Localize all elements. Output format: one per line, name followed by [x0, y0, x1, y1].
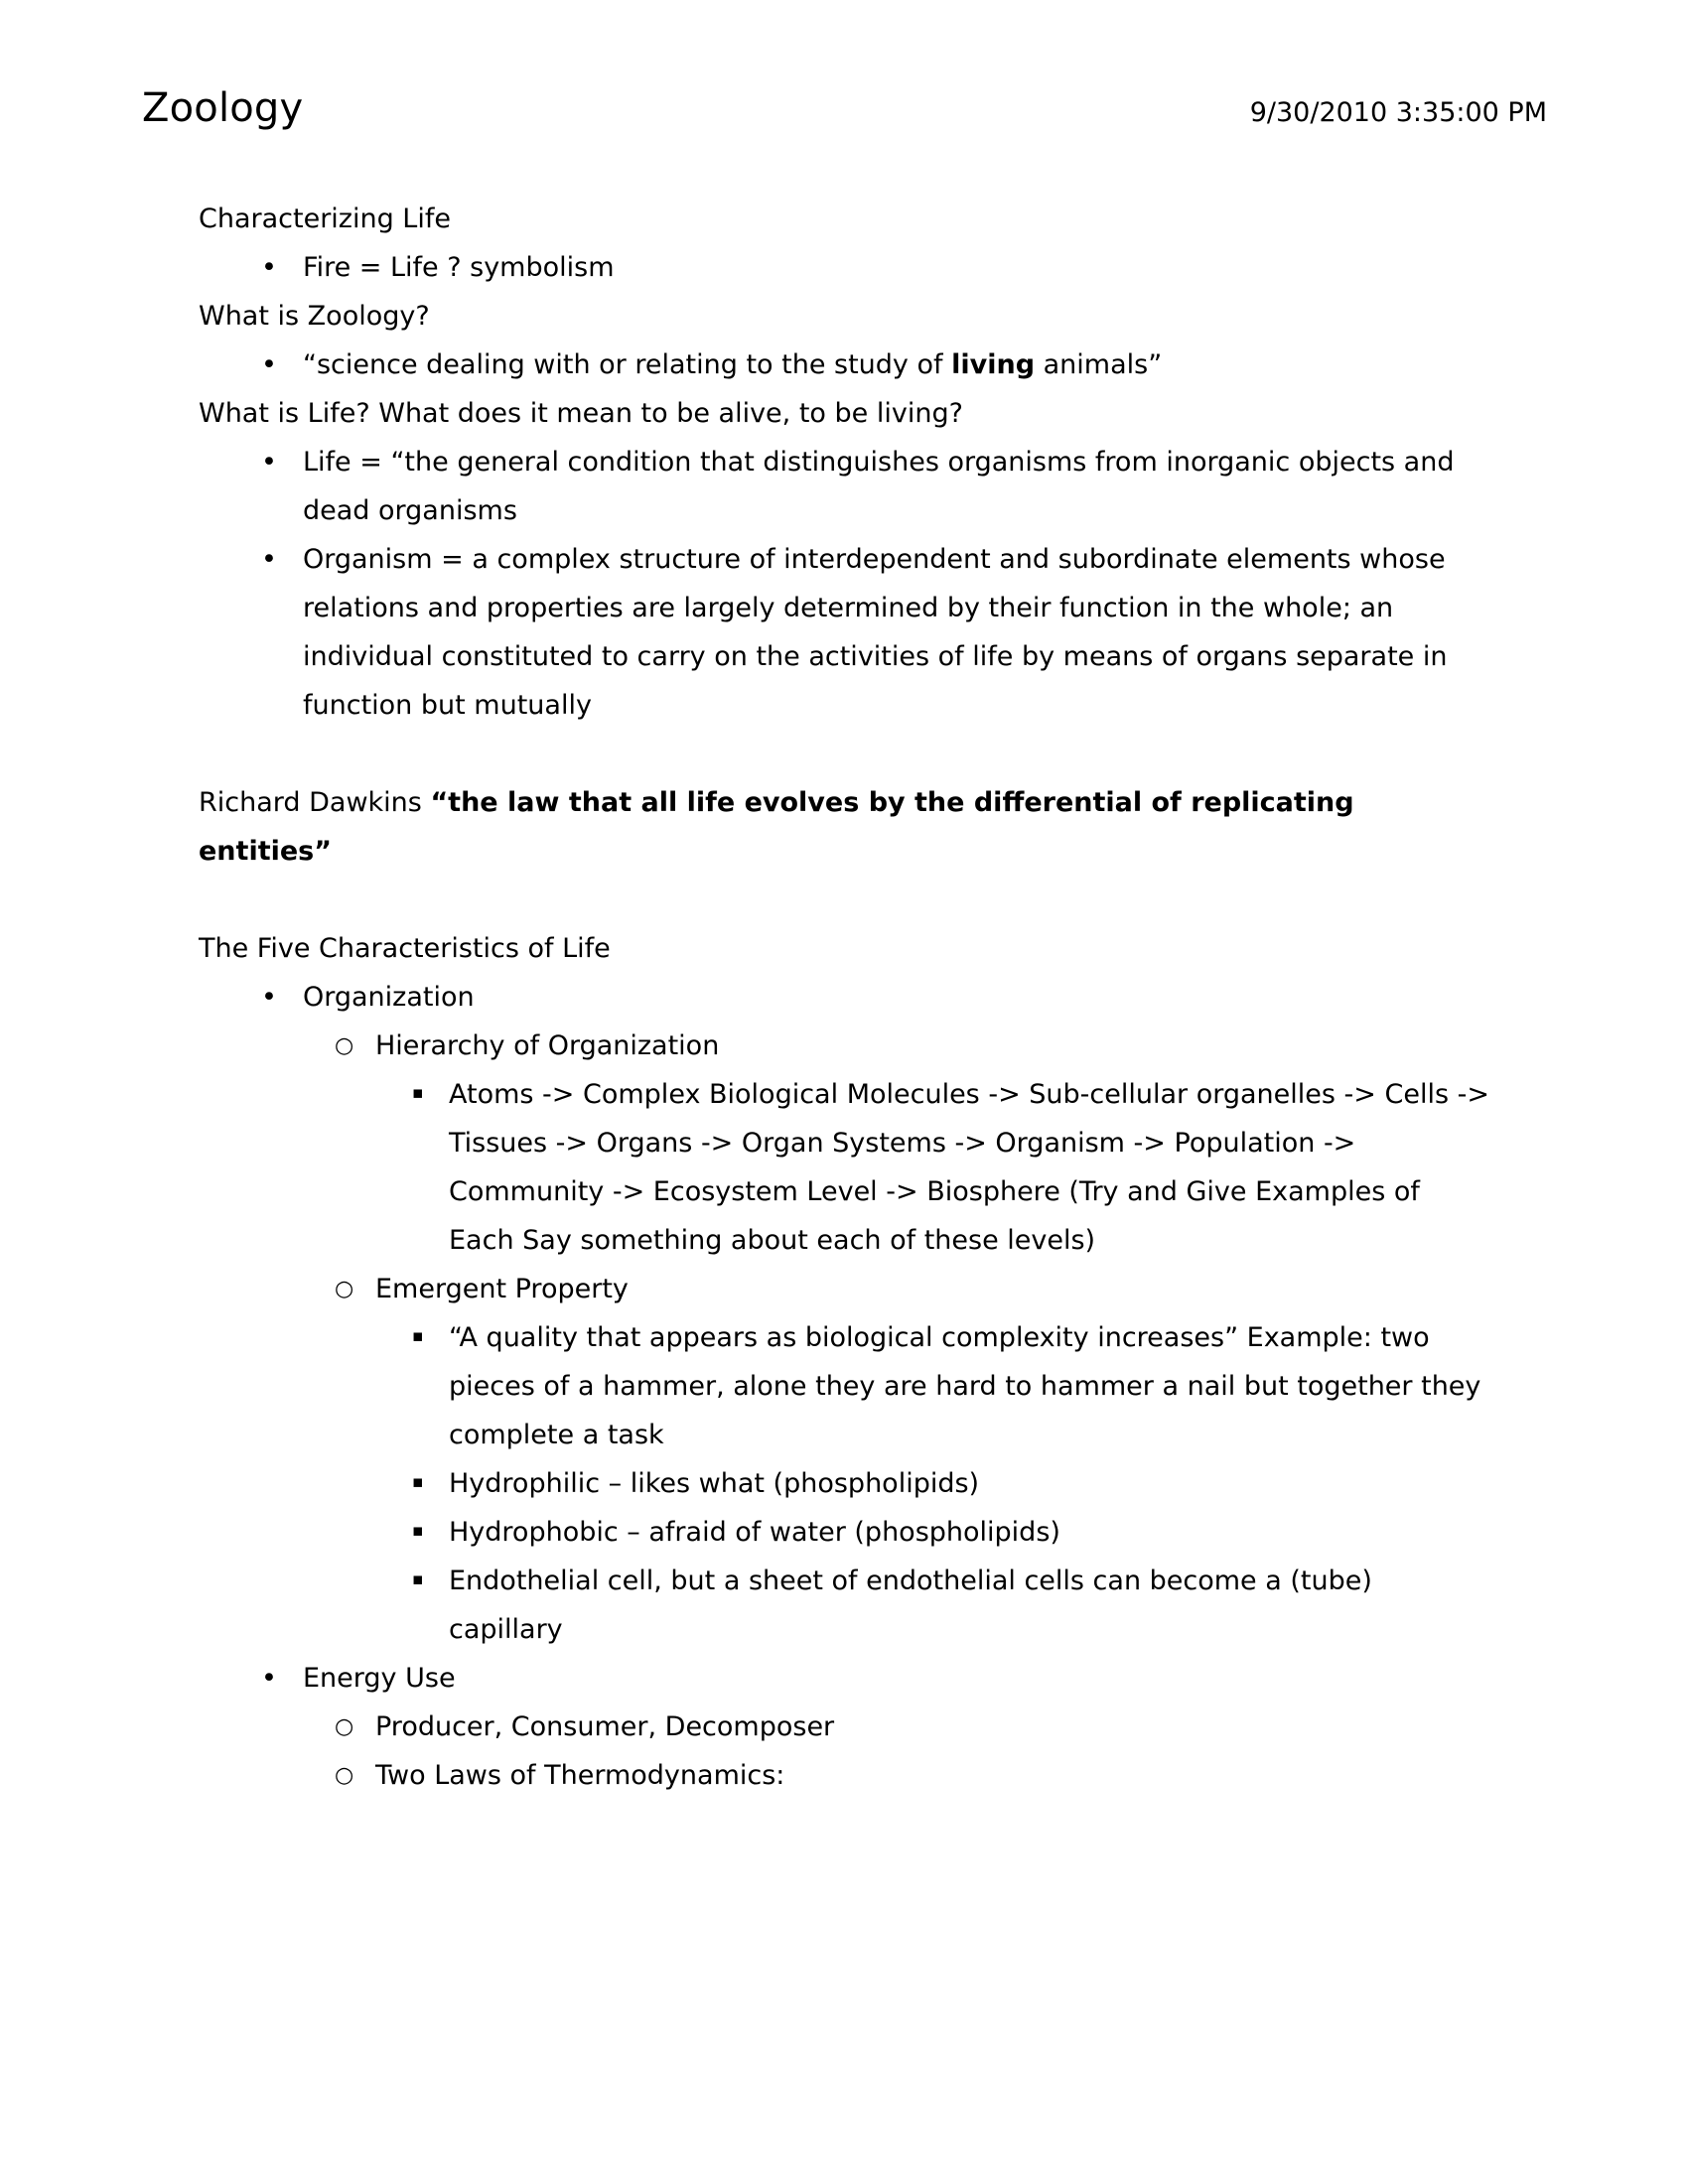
- square-bullet-icon: ▪: [412, 1570, 424, 1589]
- list-item-organization: [199, 973, 1489, 1022]
- disc-bullet-icon: •: [261, 447, 277, 478]
- paragraph-spacer: [199, 876, 1489, 924]
- circle-bullet-icon: ○: [335, 1033, 354, 1058]
- list-item-emergent-property: [199, 1265, 1489, 1313]
- disc-bullet-icon: •: [261, 349, 277, 380]
- quote-text-pre: “science dealing with or relating to the study of: [303, 349, 952, 380]
- list-item-label: Life = “the general condition that distinguishes organisms from inorganic objects and dead organisms: [303, 447, 1455, 526]
- list-item-label: Organization: [303, 982, 475, 1013]
- list-item: [199, 1557, 1489, 1654]
- heading-what-is-life: What is Life? What does it mean to be alive, to be living?: [199, 398, 963, 429]
- square-bullet-icon: ▪: [412, 1521, 424, 1541]
- square-bullet-icon: ▪: [412, 1326, 424, 1346]
- circle-bullet-icon: ○: [335, 1277, 354, 1301]
- quote-text-emphasis: living: [951, 349, 1036, 380]
- list-item: [199, 1508, 1489, 1557]
- list-item-label: “A quality that appears as biological complexity increases” Example: two pieces of a hammer, alone they are hard to hammer a nail but together they complete a task: [449, 1322, 1481, 1450]
- document-header: [142, 85, 1547, 131]
- list-item-two-laws-of-thermodynamics: [199, 1751, 1489, 1800]
- list-item-label: Fire = Life ? symbolism: [303, 252, 615, 283]
- list-item-label: Hydrophobic – afraid of water (phospholipids): [449, 1517, 1060, 1548]
- circle-bullet-icon: ○: [335, 1763, 354, 1788]
- list-item: [199, 1459, 1489, 1508]
- list-item-label: Producer, Consumer, Decomposer: [375, 1711, 835, 1742]
- list-item: [199, 1313, 1489, 1459]
- list-item: [199, 243, 1489, 292]
- disc-bullet-icon: •: [261, 1663, 277, 1694]
- square-bullet-icon: ▪: [412, 1472, 424, 1492]
- list-item-hierarchy-of-organization: [199, 1022, 1489, 1070]
- list-item-label: Atoms -> Complex Biological Molecules -> Sub-cellular organelles -> Cells -> Tissues -> Organs -> Organ Systems -> Organism -> Population -> Community -> Ecosystem Level -> Biosphere (Try and Give Examples of Each Say something about each of these levels): [449, 1079, 1489, 1256]
- heading-characterizing-life: Characterizing Life: [199, 204, 451, 234]
- list-item-producer-consumer-decomposer: [199, 1703, 1489, 1751]
- list-item-label: Endothelial cell, but a sheet of endothelial cells can become a (tube) capillary: [449, 1566, 1372, 1645]
- list-item-label: Two Laws of Thermodynamics:: [375, 1760, 785, 1791]
- heading-what-is-zoology: What is Zoology?: [199, 301, 430, 332]
- heading-five-characteristics: The Five Characteristics of Life: [199, 933, 611, 964]
- list-item: [199, 341, 1489, 389]
- list-item-label: Hierarchy of Organization: [375, 1030, 720, 1061]
- list-item-label: Energy Use: [303, 1663, 456, 1694]
- disc-bullet-icon: •: [261, 982, 277, 1013]
- list-item: [199, 438, 1489, 535]
- paragraph-spacer: [199, 730, 1489, 778]
- disc-bullet-icon: •: [261, 252, 277, 283]
- document-title: Zoology: [142, 85, 304, 131]
- list-item-label: Hydrophilic – likes what (phospholipids): [449, 1468, 980, 1499]
- dawkins-attribution: Richard Dawkins: [199, 787, 431, 818]
- disc-bullet-icon: •: [261, 544, 277, 575]
- list-item: [199, 535, 1489, 730]
- list-item-label: [303, 341, 1489, 389]
- list-item-label: Organism = a complex structure of interdependent and subordinate elements whose relations and properties are largely determined by their function in the whole; an individual constituted to carry on the activities of life by means of organs separate in function but mutually: [303, 544, 1448, 721]
- dawkins-quote-paragraph: [199, 778, 1489, 876]
- list-item-energy-use: [199, 1654, 1489, 1703]
- dawkins-quote-text: “the law that all life evolves by the differential of replicating entities”: [199, 787, 1354, 867]
- document-timestamp: 9/30/2010 3:35:00 PM: [1249, 97, 1547, 128]
- document-body: [199, 195, 1489, 1800]
- quote-text-post: animals”: [1035, 349, 1163, 380]
- circle-bullet-icon: ○: [335, 1714, 354, 1739]
- square-bullet-icon: ▪: [412, 1083, 424, 1103]
- list-item: [199, 1070, 1489, 1265]
- list-item-label: Emergent Property: [375, 1274, 629, 1304]
